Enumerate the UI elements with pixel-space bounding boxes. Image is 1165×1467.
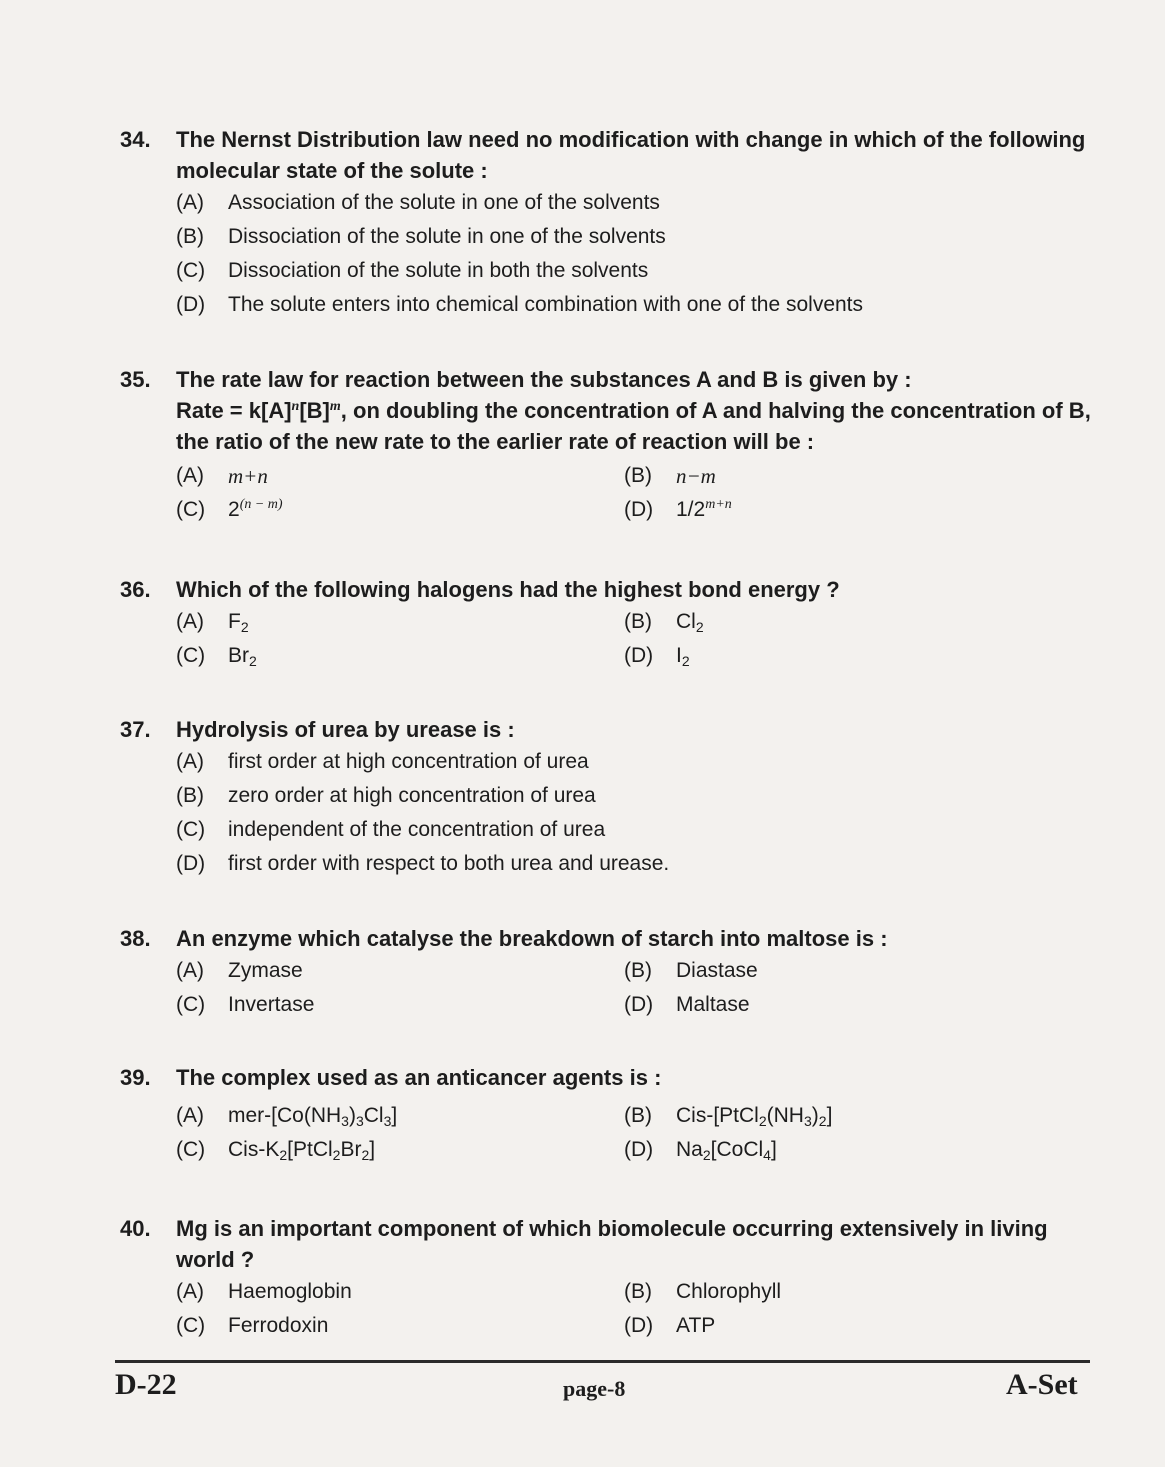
paper-code: D-22 bbox=[115, 1368, 177, 1401]
option-c: (C) Cis-$K_2[PtCl_2Br_2]$ bbox=[176, 1138, 376, 1163]
question-number: 37. bbox=[120, 717, 151, 742]
option-a: (A) Zymase bbox=[176, 959, 303, 982]
question-text: Mg is an important component of which biomolecule occurring extensively in living world ? bbox=[176, 1216, 1048, 1272]
question-text: The complex used as an anticancer agents is : bbox=[176, 1065, 662, 1090]
option-b: (B) zero order at high concentration of urea bbox=[176, 784, 596, 807]
option-b: (B) Cis-$[PtCl_2(NH_3)_2]$ bbox=[624, 1104, 833, 1129]
question-text: Which of the following halogens had the highest bond energy ? bbox=[176, 577, 840, 602]
options-list bbox=[176, 1275, 1105, 1343]
options-list bbox=[176, 1099, 1105, 1167]
option-c: (C) $2^{(n - m)}$ bbox=[176, 497, 283, 521]
question-text: The Nernst Distribution law need no modification with change in which of the following molecular state of the solute : bbox=[176, 127, 1086, 183]
question-text: An enzyme which catalyse the breakdown of starch into maltose is : bbox=[176, 926, 888, 951]
option-a: (A) mer-$[Co(NH_3)_3Cl_3]$ bbox=[176, 1104, 398, 1129]
question-38 bbox=[120, 923, 1105, 1022]
question-35 bbox=[120, 364, 1105, 527]
option-d: (D) The solute enters into chemical combination with one of the solvents bbox=[176, 293, 864, 316]
question-number: 36. bbox=[120, 577, 151, 602]
question-text: The rate law for reaction between the substances A and B is given by : Rate = $k[A]^n[B]^m$, on doubling the concentration of A and halving the concentration of B, the ratio of the new rate to the earlier rate of reaction will be : bbox=[176, 367, 1091, 454]
option-d: (D) $1/2^{m+n}$ bbox=[624, 497, 732, 521]
option-d: (D) first order with respect to both urea and urease. bbox=[176, 852, 670, 875]
option-d: (D) $I_2$ bbox=[624, 644, 690, 669]
option-b: (B) $Cl_2$ bbox=[624, 610, 704, 635]
options-list bbox=[176, 459, 1105, 527]
option-a: (A) Haemoglobin bbox=[176, 1280, 352, 1303]
option-c: (C) independent of the concentration of urea bbox=[176, 818, 606, 841]
option-c: (C) Ferrodoxin bbox=[176, 1314, 329, 1337]
question-number: 40. bbox=[120, 1216, 151, 1241]
option-c: (C) Invertase bbox=[176, 993, 315, 1016]
options-list bbox=[176, 954, 1105, 1022]
set-label: A-Set bbox=[1006, 1368, 1078, 1401]
option-b: (B) Dissociation of the solute in one of the solvents bbox=[176, 225, 666, 248]
question-36 bbox=[120, 574, 1105, 673]
question-34 bbox=[120, 124, 1105, 322]
option-a: (A) Association of the solute in one of the solvents bbox=[176, 191, 660, 214]
footer-divider bbox=[115, 1360, 1090, 1363]
question-37 bbox=[120, 714, 1105, 881]
option-b: (B) n−m bbox=[624, 464, 716, 488]
question-number: 38. bbox=[120, 926, 151, 951]
option-b: (B) Chlorophyll bbox=[624, 1280, 782, 1303]
question-39 bbox=[120, 1062, 1105, 1167]
option-a: (A) first order at high concentration of urea bbox=[176, 750, 589, 773]
option-c: (C) Dissociation of the solute in both the solvents bbox=[176, 259, 649, 282]
question-number: 34. bbox=[120, 127, 151, 152]
option-a: (A) $F_2$ bbox=[176, 610, 249, 635]
option-a: (A) m+n bbox=[176, 464, 268, 488]
option-c: (C) $Br_2$ bbox=[176, 644, 257, 669]
question-number: 35. bbox=[120, 367, 151, 392]
question-number: 39. bbox=[120, 1065, 151, 1090]
page-number: page-8 bbox=[563, 1376, 626, 1401]
options-list bbox=[176, 745, 1105, 881]
question-40 bbox=[120, 1213, 1105, 1343]
option-d: (D) Maltase bbox=[624, 993, 750, 1016]
question-text: Hydrolysis of urea by urease is : bbox=[176, 717, 515, 742]
option-b: (B) Diastase bbox=[624, 959, 758, 982]
options-list bbox=[176, 186, 1105, 322]
option-d: (D) ATP bbox=[624, 1314, 716, 1337]
options-list bbox=[176, 605, 1105, 673]
option-d: (D) $Na_2[CoCl_4]$ bbox=[624, 1138, 777, 1163]
